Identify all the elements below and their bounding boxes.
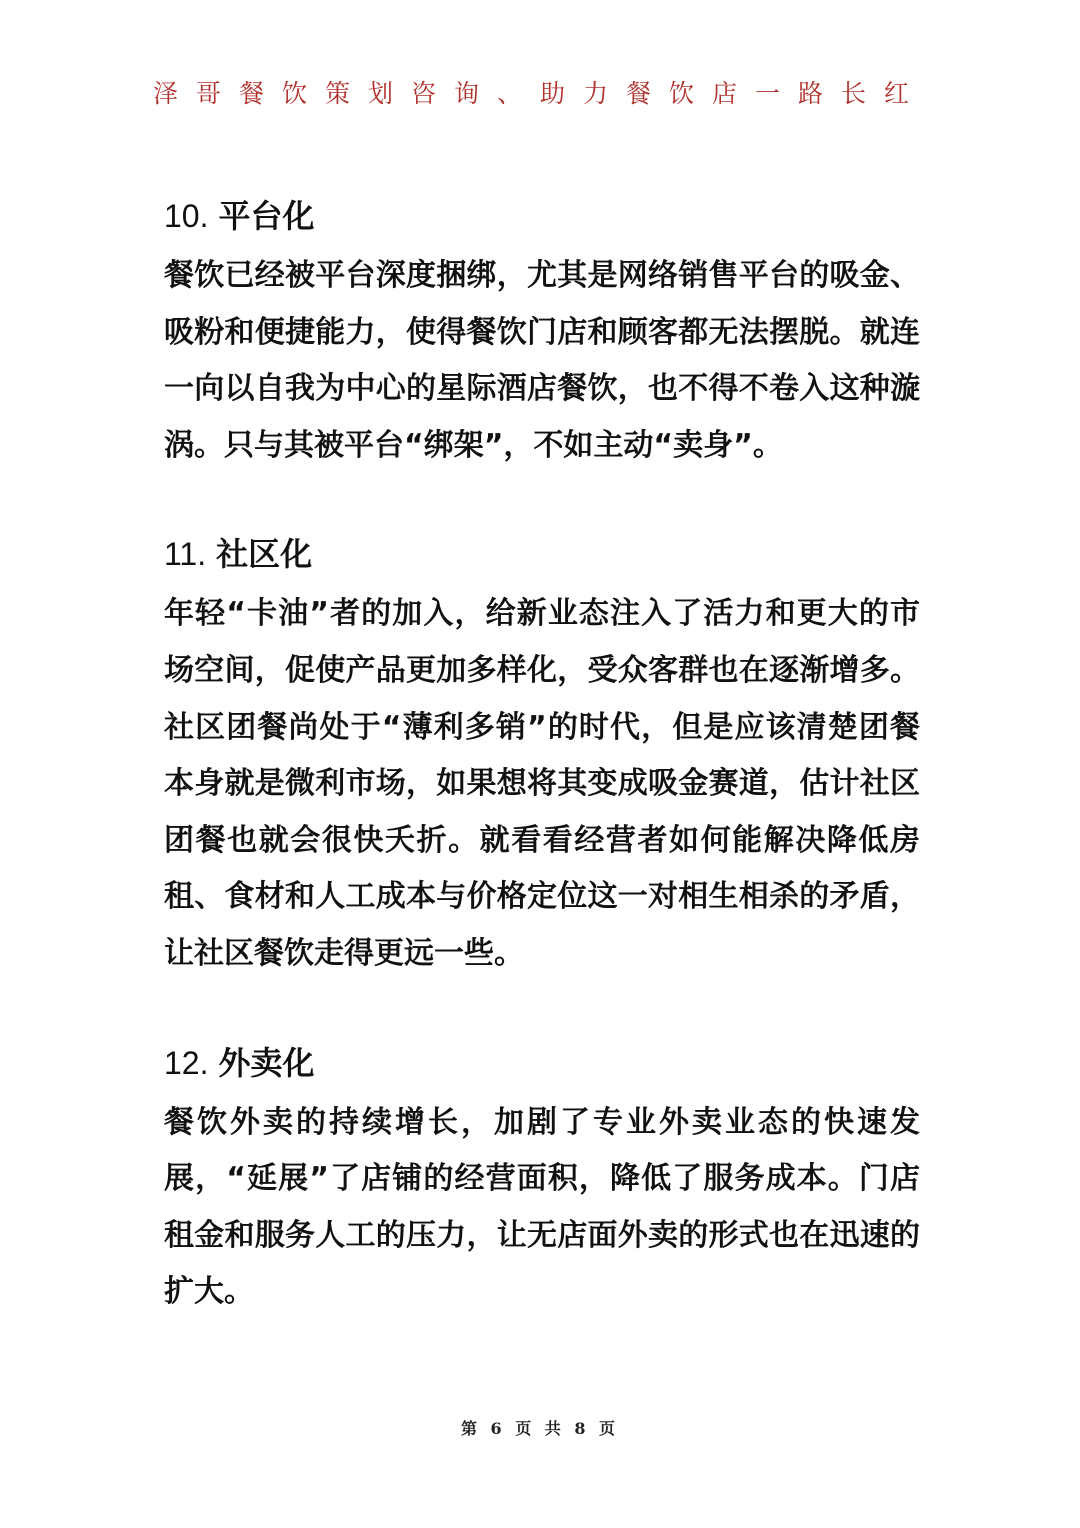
section-body: 餐饮外卖的持续增长，加剧了专业外卖业态的快速发展，“延展”了店铺的经营面积，降低了服务成本。门店租金和服务人工的压力，让无店面外卖的形式也在迅速的扩大。 xyxy=(164,1104,920,1310)
section-number: 10. xyxy=(164,198,209,234)
section-heading xyxy=(164,1039,920,1087)
section-heading xyxy=(164,530,920,578)
section-takeout xyxy=(164,1039,920,1321)
section-body: 年轻“卡油”者的加入，给新业态注入了活力和更大的市场空间，促使产品更加多样化，受众客群也在逐渐增多。社区团餐尚处于“薄利多销”的时代，但是应该清楚团餐本身就是微利市场，如果想将其变成吸金赛道，估计社区团餐也就会很快夭折。就看看经营者如何能解决降低房租、食材和人工成本与价格定位这一对相生相杀的矛盾，让社区餐饮走得更远一些。 xyxy=(164,596,920,971)
section-title: 社区化 xyxy=(216,535,313,574)
section-number: 12. xyxy=(164,1044,209,1081)
section-title: 外卖化 xyxy=(218,1043,315,1082)
page-content xyxy=(164,192,920,1321)
section-heading xyxy=(164,192,920,240)
section-community xyxy=(164,530,920,982)
section-title: 平台化 xyxy=(218,197,315,235)
section-platform xyxy=(164,192,920,474)
page-footer: 第 6 页 共 8 页 xyxy=(460,1419,620,1438)
section-number: 11. xyxy=(164,536,207,573)
section-body: 餐饮已经被平台深度捆绑，尤其是网络销售平台的吸金、吸粉和便捷能力，使得餐饮门店和顾客都无法摆脱。就连一向以自我为中心的星际酒店餐饮，也不得不卷入这种漩涡。只与其被平台“绑架”，不如主动“卖身”。 xyxy=(164,258,920,463)
page-header: 泽哥餐饮策划咨询、助力餐饮店一路长红 xyxy=(152,79,927,108)
